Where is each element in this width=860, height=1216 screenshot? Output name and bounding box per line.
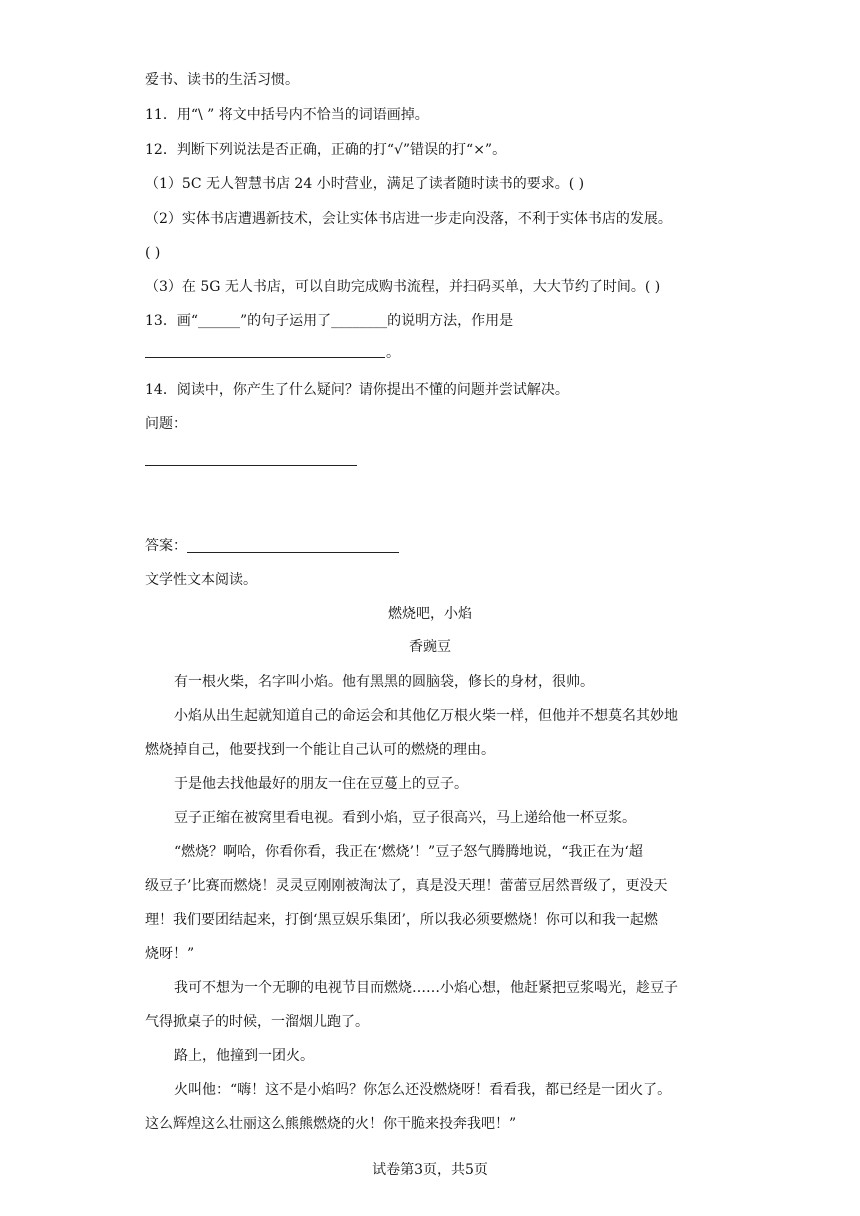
question-14: 14．阅读中，你产生了什么疑问？请你提出不懂的问题并尝试解决。 <box>145 382 569 398</box>
question-12-item-3: （3）在 5G 无人书店，可以自助完成购书流程，并扫码买单，大大节约了时间。( ) <box>145 279 661 295</box>
paragraph-line: 这么辉煌这么壮丽这么熊熊燃烧的火！你干脆来投奔我吧！” <box>145 1116 517 1132</box>
section-title: 文学性文本阅读。 <box>145 572 257 588</box>
answer-row <box>145 536 399 556</box>
question-12: 12．判断下列说法是否正确，正确的打“√”错误的打“×”。 <box>145 142 507 158</box>
question-12-item-2: （2）实体书店遭遇新技术，会让实体书店进一步走向没落，不利于实体书店的发展。 <box>145 211 672 227</box>
question-12-item-1: （1）5C 无人智慧书店 24 小时营业，满足了读者随时读书的要求。( ) <box>145 176 585 192</box>
paragraph-line: 于是他去找他最好的朋友一住在豆蔓上的豆子。 <box>174 776 468 792</box>
page-footer: 试卷第3页，共5页 <box>372 1162 488 1178</box>
story-author: 香豌豆 <box>409 639 451 655</box>
paragraph-line: 我可不想为一个无聊的电视节目而燃烧……小焰心想，他赶紧把豆浆喝光，趁豆子 <box>174 980 678 996</box>
paragraph-line: 气得掀桌子的时候，一溜烟儿跑了。 <box>145 1014 369 1030</box>
answer-label: 答案： <box>145 538 187 554</box>
paragraph-line: 小焰从出生起就知道自己的命运会和其他亿万根火柴一样，但他并不想莫名其妙地 <box>174 708 678 724</box>
question-11: 11．用“\ ” 将文中括号内不恰当的词语画掉。 <box>145 107 429 123</box>
paragraph-line: 路上，他撞到一团火。 <box>174 1048 314 1064</box>
paragraph-line: 豆子正缩在被窝里看电视。看到小焰，豆子很高兴，马上递给他一杯豆浆。 <box>174 810 636 826</box>
question-12-item-2-answer-paren: ( ) <box>145 245 161 261</box>
answer-blank-line <box>187 538 399 553</box>
paragraph-line: 级豆子’比赛而燃烧！灵灵豆刚刚被淘汰了，真是没天理！蕾蕾豆居然晋级了，更没天 <box>145 878 668 894</box>
question-13-end: 。 <box>386 345 400 361</box>
paragraph-line: 烧呀！” <box>145 946 195 962</box>
question-blank-line <box>145 465 357 466</box>
paragraph-line: 火叫他：“嗨！这不是小焰吗？你怎么还没燃烧呀！看看我，都已经是一团火了。 <box>174 1082 672 1098</box>
paragraph-line: “燃烧？啊哈，你看你看，我正在‘燃烧’！”豆子怒气腾腾地说，“我正在为‘超 <box>174 844 643 860</box>
answer-blank-line <box>145 357 385 358</box>
paragraph-line: 理！我们要团结起来，打倒‘黑豆娱乐集团’，所以我必须要燃烧！你可以和我一起燃 <box>145 912 658 928</box>
question-label: 问题： <box>145 416 187 432</box>
question-13: 13．画“______”的句子运用了________的说明方法，作用是 <box>145 313 514 329</box>
paragraph-line: 燃烧掉自己，他要找到一个能让自己认可的燃烧的理由。 <box>145 742 495 758</box>
text-line: 爱书、读书的生活习惯。 <box>145 72 299 88</box>
paragraph-line: 有一根火柴，名字叫小焰。他有黑黑的圆脑袋，修长的身材，很帅。 <box>174 674 594 690</box>
story-title: 燃烧吧，小焰 <box>388 606 472 622</box>
